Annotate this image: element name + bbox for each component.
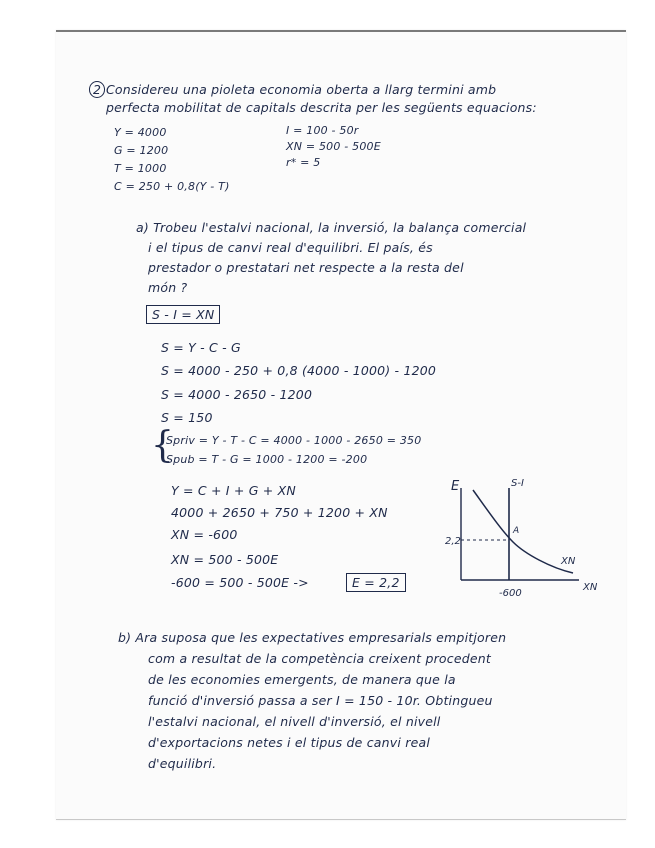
page-top-edge [56, 30, 626, 32]
work-line-3: S = 4000 - 2650 - 1200 [161, 387, 313, 402]
eq-xn: XN = 500 - 500E [286, 140, 381, 153]
part-b-line-3: de les economies emergents, de manera que la [148, 672, 456, 687]
graph-xn-value: -600 [499, 588, 522, 599]
graph-y-label: E [451, 479, 460, 494]
eq-r-star: r* = 5 [286, 156, 321, 169]
eq-t: T = 1000 [114, 162, 167, 175]
problem-number: 2 [89, 82, 105, 97]
result-exchange-rate: E = 2,2 [346, 575, 406, 590]
part-a-line-2: i el tipus de canvi real d'equilibri. El país, és [148, 240, 433, 255]
part-b-line-6: d'exportacions netes i el tipus de canvi real [148, 735, 430, 750]
eq2-line-3: XN = -600 [171, 527, 238, 542]
part-b-line-1: b) Ara suposa que les expectatives empresarials empitjoren [118, 630, 507, 645]
notebook-page [56, 30, 626, 820]
public-savings: Spub = T - G = 1000 - 1200 = -200 [166, 453, 368, 466]
eq2-line-4: XN = 500 - 500E [171, 552, 279, 567]
graph-line-label: XN [561, 556, 576, 567]
graph-point-label: A [513, 526, 520, 536]
eq-c: C = 250 + 0,8(Y - T) [114, 180, 230, 193]
work-line-1: S = Y - C - G [161, 340, 241, 355]
problem-statement-line-1: Considereu una pioleta economia oberta a llarg termini amb [106, 82, 497, 97]
problem-statement-line-2: perfecta mobilitat de capitals descrita per les següents equacions: [106, 100, 537, 115]
eq-g: G = 1200 [114, 144, 169, 157]
graph-e-value: 2,2 [445, 536, 461, 547]
graph-axis-label: XN [583, 582, 598, 593]
part-b-line-5: l'estalvi nacional, el nivell d'inversió, el nivell [148, 714, 441, 729]
work-line-4: S = 150 [161, 410, 213, 425]
page-bottom-edge [56, 819, 626, 820]
boxed-identity: S - I = XN [146, 307, 220, 322]
part-a-line-4: món ? [148, 280, 188, 295]
exchange-rate-graph [445, 478, 611, 603]
part-a-line-3: prestador o prestatari net respecte a la resta del [148, 260, 464, 275]
part-b-line-2: com a resultat de la competència creixent procedent [148, 651, 491, 666]
brace: { [151, 425, 174, 466]
work-line-2: S = 4000 - 250 + 0,8 (4000 - 1000) - 1200 [161, 363, 437, 378]
eq-y: Y = 4000 [114, 126, 167, 139]
part-b-line-7: d'equilibri. [148, 756, 217, 771]
eq2-line-1: Y = C + I + G + XN [171, 483, 296, 498]
final-equation: -600 = 500 - 500E -> [171, 575, 309, 590]
part-b-line-4: funció d'inversió passa a ser I = 150 - 10r. Obtingueu [148, 693, 493, 708]
part-a-line-1: a) Trobeu l'estalvi nacional, la inversió, la balança comercial [136, 220, 527, 235]
eq2-line-2: 4000 + 2650 + 750 + 1200 + XN [171, 505, 388, 520]
eq-i: I = 100 - 50r [286, 124, 359, 137]
xn-curve [473, 490, 573, 573]
private-savings: Spriv = Y - T - C = 4000 - 1000 - 2650 = 350 [166, 434, 422, 447]
graph-curve-label: S-I [511, 478, 524, 489]
